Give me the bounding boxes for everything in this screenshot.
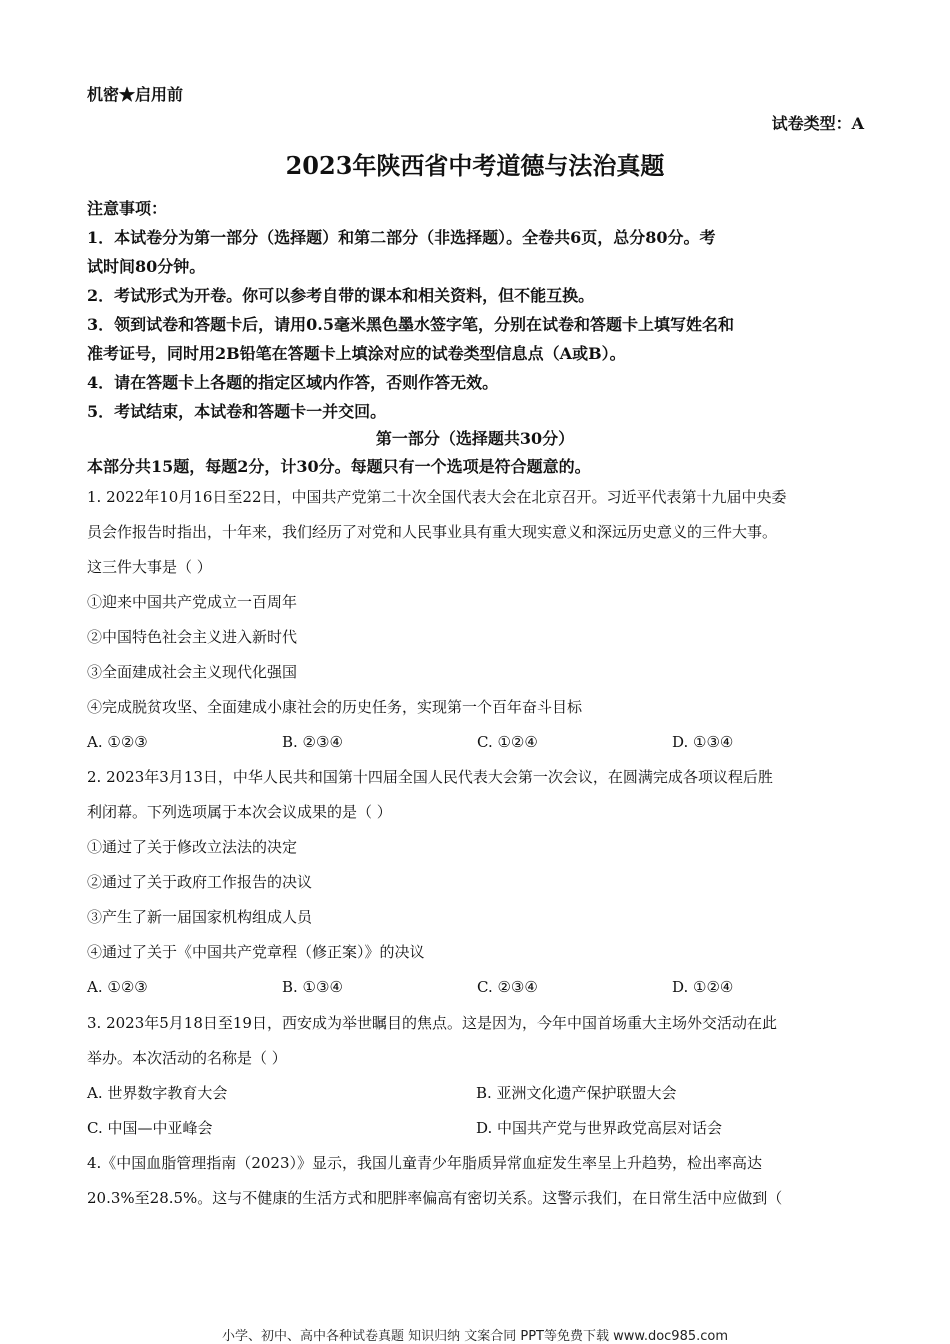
page-footer: 小学、初中、高中各种试卷真题 知识归纳 文案合同 PPT等免费下载 www.doc985.com <box>221 1329 729 1344</box>
question-line: ①迎来中国共产党成立一百周年 <box>87 593 298 611</box>
option-a: A. ①②③ <box>87 733 148 751</box>
secret-mark: 机密★启用前 <box>87 85 184 104</box>
note-line: 2．考试形式为开卷。你可以参考自带的课本和相关资料，但不能互换。 <box>87 286 595 305</box>
question-2 <box>87 766 877 1011</box>
question-line: ③全面建成社会主义现代化强国 <box>87 663 298 681</box>
question-line: ③产生了新一届国家机构组成人员 <box>87 908 313 926</box>
option-d: D. 中国共产党与世界政党高层对话会 <box>476 1119 723 1137</box>
option-c: C. ②③④ <box>477 978 538 996</box>
paper-type: 试卷类型：A <box>771 114 864 133</box>
note-line: 3．领到试卷和答题卡后，请用0.5毫米黑色墨水签字笔，分别在试卷和答题卡上填写姓名和 <box>87 315 734 334</box>
option-b: B. ②③④ <box>282 733 343 751</box>
question-line: 1. 2022年10月16日至22日，中国共产党第二十次全国代表大会在北京召开。习近平代表第十九届中央委 <box>87 488 787 506</box>
option-d: D. ①③④ <box>672 733 734 751</box>
answer-options <box>87 976 877 1011</box>
answer-options <box>87 1082 877 1117</box>
option-b: B. ①③④ <box>282 978 343 996</box>
option-b: B. 亚洲文化遗产保护联盟大会 <box>476 1084 677 1102</box>
option-c: C. ①②④ <box>477 733 538 751</box>
note-line: 4．请在答题卡上各题的指定区域内作答，否则作答无效。 <box>87 373 499 392</box>
question-line: 员会作报告时指出，十年来，我们经历了对党和人民事业具有重大现实意义和深远历史意义的三件大事。 <box>87 523 778 541</box>
part-one-title: 第一部分（选择题共30分） <box>375 429 575 448</box>
answer-options <box>87 1117 877 1152</box>
question-line: 2. 2023年3月13日，中华人民共和国第十四届全国人民代表大会第一次会议，在圆满完成各项议程后胜 <box>87 768 773 786</box>
question-line: 这三件大事是（ ） <box>87 558 212 576</box>
page-title: 2023年陕西省中考道德与法治真题 <box>285 151 665 180</box>
question-line: 利闭幕。下列选项属于本次会议成果的是（ ） <box>87 803 392 821</box>
note-line: 5．考试结束，本试卷和答题卡一并交回。 <box>87 402 387 421</box>
question-line: ②通过了关于政府工作报告的决议 <box>87 873 313 891</box>
part-one-intro: 本部分共15题，每题2分，计30分。每题只有一个选项是符合题意的。 <box>87 457 591 476</box>
question-line: 3. 2023年5月18日至19日，西安成为举世瞩目的焦点。这是因为，今年中国首场重大主场外交活动在此 <box>87 1014 777 1032</box>
question-4 <box>87 1152 877 1222</box>
exam-notes <box>87 194 877 426</box>
note-line: 1．本试卷分为第一部分（选择题）和第二部分（非选择题）。全卷共6页，总分80分。考 <box>87 228 716 247</box>
question-1 <box>87 486 877 766</box>
option-c: C. 中国—中亚峰会 <box>87 1119 213 1137</box>
question-line: 举办。本次活动的名称是（ ） <box>87 1049 287 1067</box>
note-line: 准考证号，同时用2B铅笔在答题卡上填涂对应的试卷类型信息点（A或B）。 <box>87 344 626 363</box>
question-line: 4.《中国血脂管理指南（2023）》显示，我国儿童青少年脂质异常血症发生率呈上升趋势，检出率高达 <box>87 1154 762 1172</box>
option-d: D. ①②④ <box>672 978 734 996</box>
answer-options <box>87 731 877 766</box>
note-line: 试时间80分钟。 <box>87 257 206 276</box>
notes-heading: 注意事项： <box>87 199 168 218</box>
question-line: ②中国特色社会主义进入新时代 <box>87 628 298 646</box>
option-a: A. 世界数字教育大会 <box>87 1084 228 1102</box>
option-a: A. ①②③ <box>87 978 148 996</box>
question-line: ④完成脱贫攻坚、全面建成小康社会的历史任务，实现第一个百年奋斗目标 <box>87 698 583 716</box>
question-line: 20.3%至28.5%。这与不健康的生活方式和肥胖率偏高有密切关系。这警示我们，在日常生活中应做到（ <box>87 1189 783 1207</box>
question-line: ①通过了关于修改立法法的决定 <box>87 838 298 856</box>
question-3 <box>87 1012 877 1152</box>
question-line: ④通过了关于《中国共产党章程（修正案）》的决议 <box>87 943 425 961</box>
